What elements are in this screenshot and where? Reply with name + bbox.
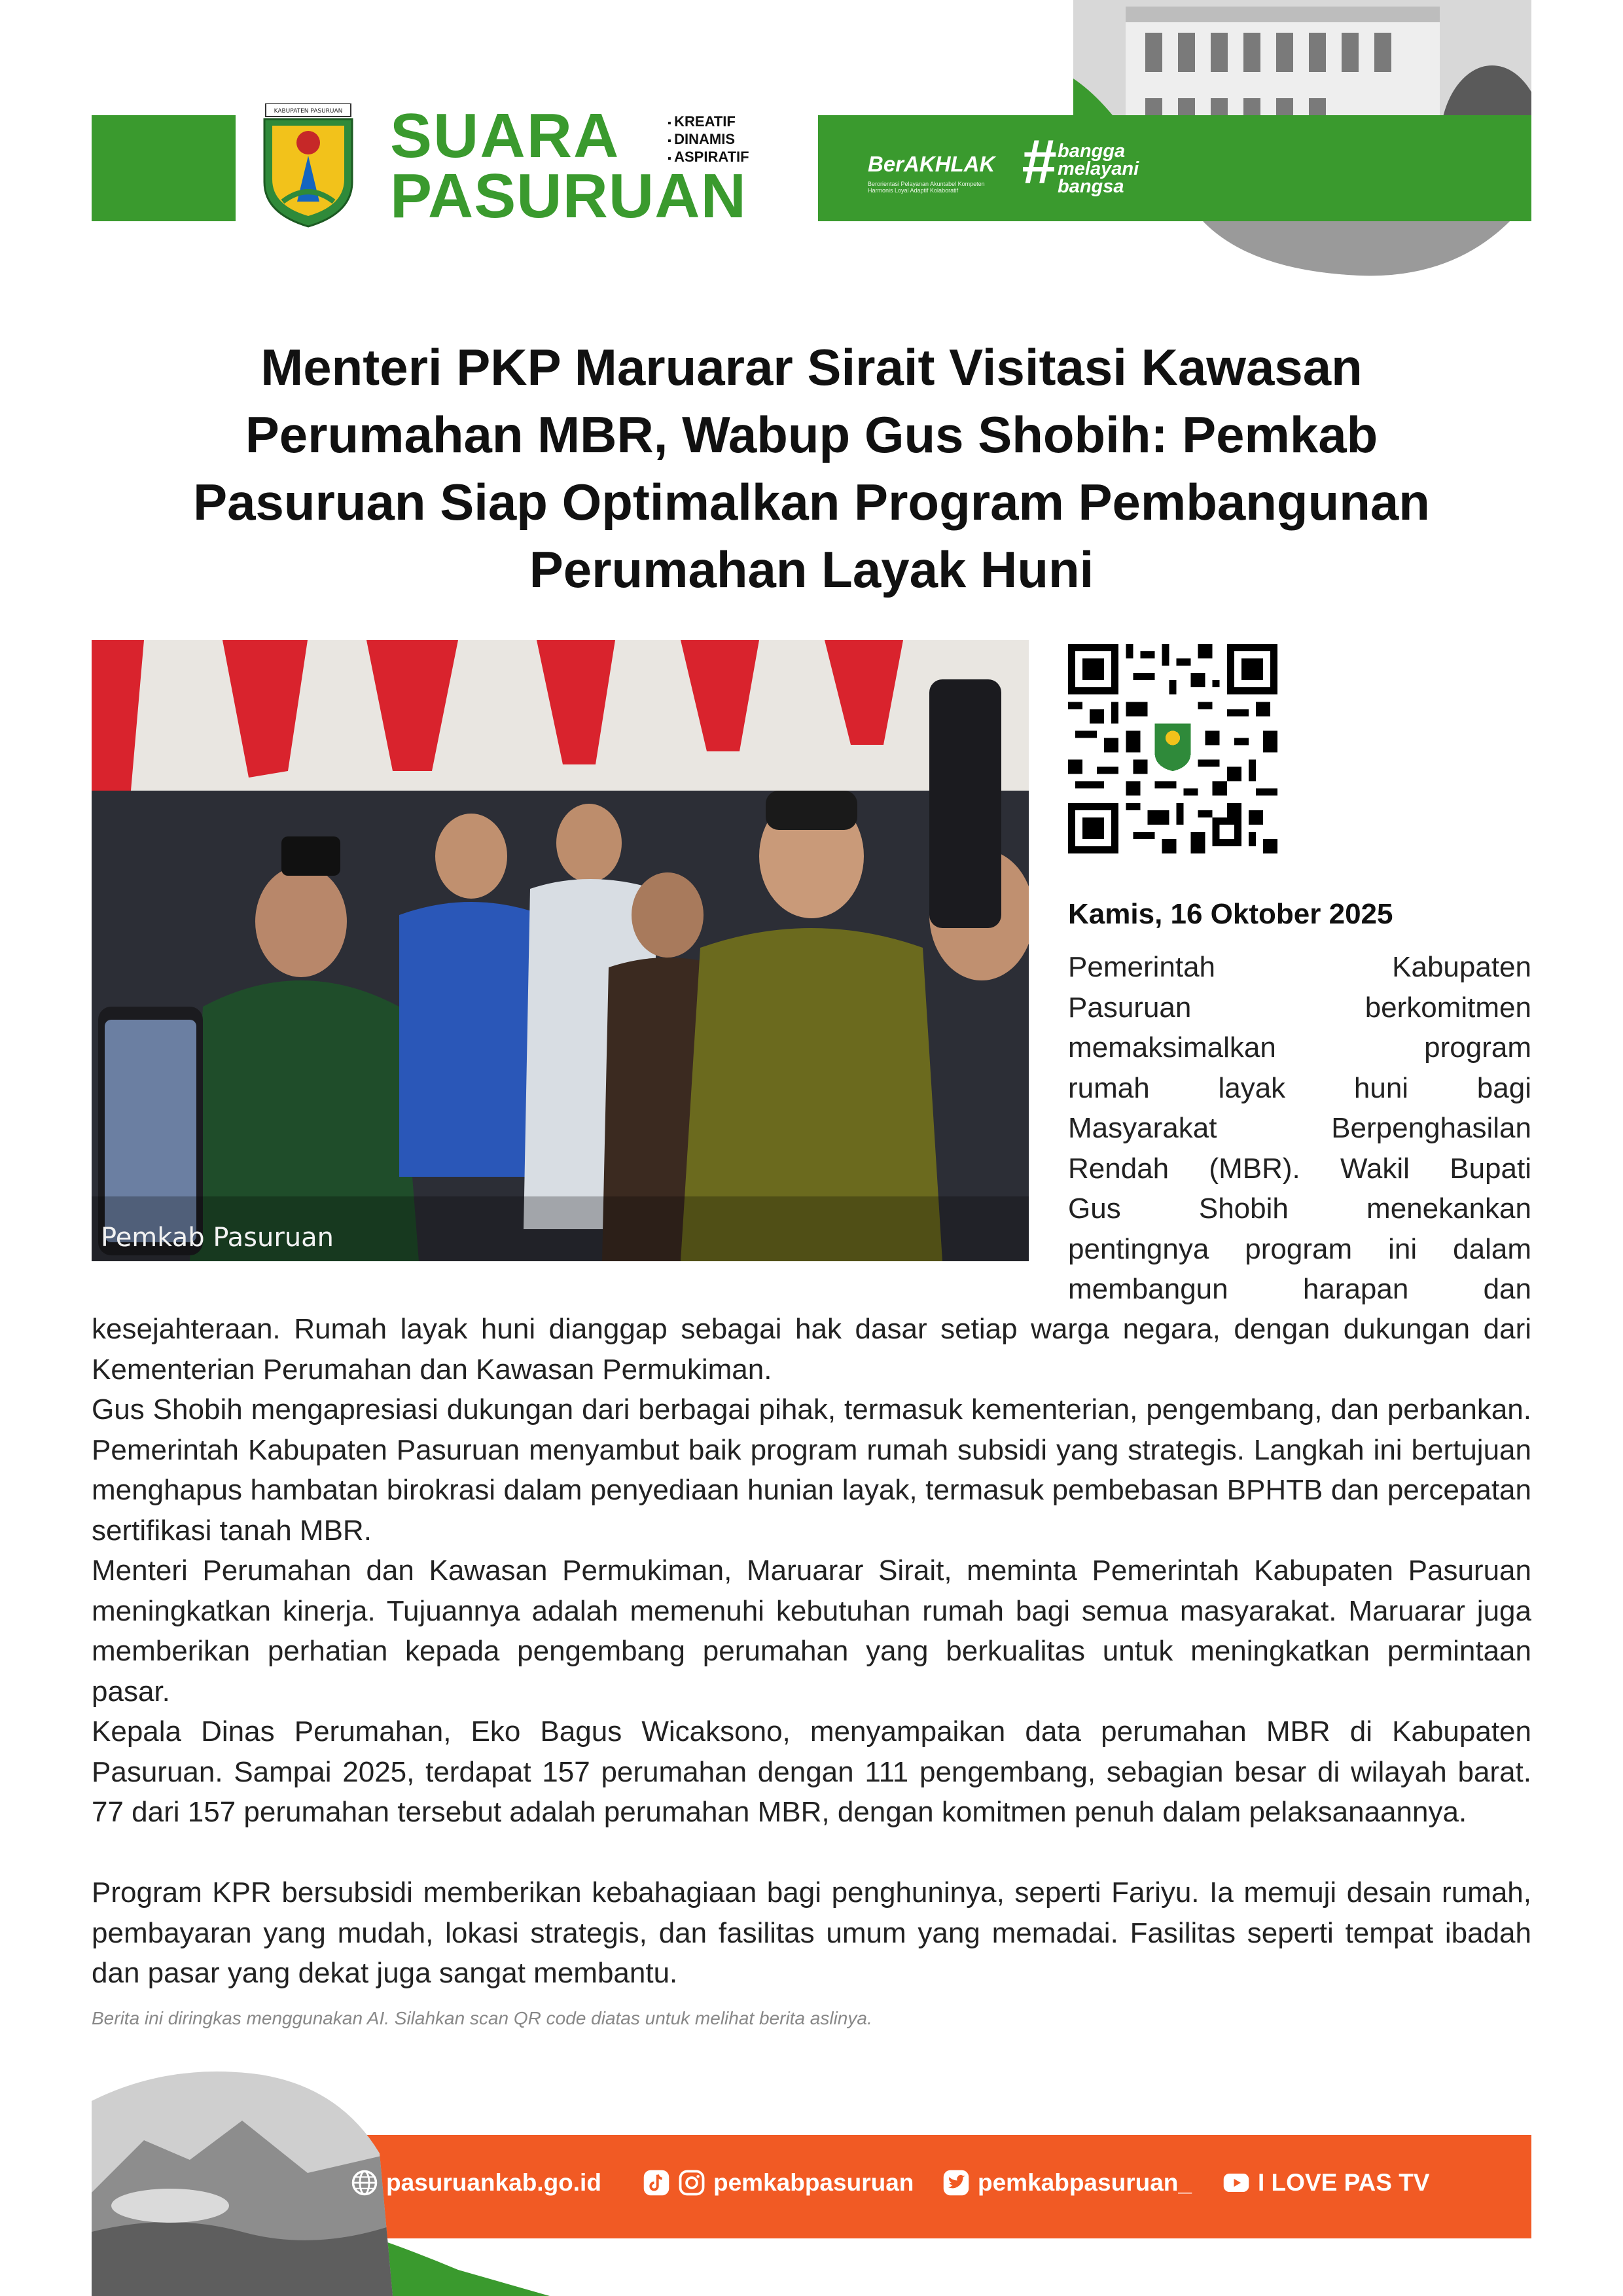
- intro-line: Pemerintah Kabupaten: [1068, 951, 1531, 983]
- intro-line: membangun harapan dan: [1068, 1273, 1531, 1305]
- instagram-icon: [678, 2169, 705, 2197]
- intro-continuation: kesejahteraan. Rumah layak huni dianggap sebagai hak dasar setiap warga negara, dengan dukungan dari Kementerian Perumahan dan Kawasan Permukiman.: [92, 1313, 1531, 1386]
- ai-summary-note: Berita ini diringkas menggunakan AI. Silahkan scan QR code diatas untuk melihat berita aslinya.: [92, 2008, 872, 2028]
- intro-line: Masyarakat Berpenghasilan: [1068, 1112, 1531, 1144]
- brand-suara: SUARA: [390, 101, 620, 171]
- tiktok-instagram-label: pemkabpasuruan: [713, 2169, 914, 2196]
- twitter-label: pemkabpasuruan_: [978, 2169, 1192, 2196]
- footer-website[interactable]: [351, 2169, 601, 2197]
- bangga-melayani-bangsa: [1058, 143, 1139, 196]
- youtube-label: I LOVE PAS TV: [1258, 2169, 1430, 2196]
- hashtag-word: bangga: [1058, 141, 1126, 162]
- kabupaten-pasuruan-crest-icon: [259, 103, 357, 228]
- article-photo: [92, 640, 1029, 1261]
- title-line: Perumahan Layak Huni: [529, 541, 1094, 598]
- tagline-item: ▪ ASPIRATIF: [668, 149, 749, 167]
- intro-line: Rendah (MBR). Wakil Bupati: [1068, 1152, 1531, 1185]
- youtube-icon: [1222, 2169, 1250, 2197]
- intro-column: [1068, 947, 1531, 1310]
- paragraph: Program KPR bersubsidi memberikan kebahagiaan bagi penghuninya, seperti Fariyu. Ia memuji desain rumah, pembayaran yang mudah, lokasi strategis, dan fasilitas umum yang memadai. Fasilitas seperti tempat ibadah dan pasar yang dekat juga sangat membantu.: [92, 1876, 1531, 1989]
- paragraph: Kepala Dinas Perumahan, Eko Bagus Wicaksono, menyampaikan data perumahan MBR di Kabupaten Pasuruan. Sampai 2025, terdapat 157 perumahan dengan 111 pengembang, sebagian besar di wilayah barat. 77 dari 157 perumahan tersebut adalah perumahan MBR, dengan komitmen penuh dalam pelaksanaannya.: [92, 1715, 1531, 1828]
- paragraph: Menteri Perumahan dan Kawasan Permukiman, Maruarar Sirait, meminta Pemerintah Kabupaten Pasuruan meningkatkan kinerja. Tujuannya adalah memenuhi kebutuhan rumah bagi semua masyarakat. Maruarar juga memberikan perhatian kepada pengembang perumahan yang berkualitas untuk meningkatkan permintaan pasar.: [92, 1554, 1531, 1708]
- article-date: Kamis, 16 Oktober 2025: [1068, 898, 1393, 930]
- footer-tiktok-instagram[interactable]: [643, 2169, 914, 2197]
- event-photo-illustration: [92, 640, 1029, 1261]
- intro-line: rumah layak huni bagi: [1068, 1071, 1531, 1104]
- website-label: pasuruankab.go.id: [386, 2169, 601, 2196]
- qr-code-icon[interactable]: [1068, 644, 1277, 853]
- berakhlak-subtitle: Berorientasi Pelayanan Akuntabel Kompeten Harmonis Loyal Adaptif Kolaboratif: [868, 181, 985, 194]
- svg-text:KABUPATEN PASURUAN: KABUPATEN PASURUAN: [274, 108, 343, 115]
- tagline-item: ▪ KREATIF: [668, 114, 749, 132]
- header-left-green-bar: [92, 115, 236, 221]
- twitter-icon: [942, 2169, 970, 2197]
- tiktok-icon: [643, 2169, 670, 2197]
- brand-tagline: [668, 114, 749, 167]
- globe-icon: [351, 2169, 378, 2197]
- berakhlak-logo: BerAKHLAK: [868, 152, 995, 176]
- footer-youtube[interactable]: [1222, 2169, 1429, 2197]
- footer-landscape-photo: [92, 2062, 393, 2296]
- intro-line: pentingnya program ini dalam: [1068, 1232, 1531, 1265]
- intro-line: memaksimalkan program: [1068, 1031, 1531, 1064]
- tagline-item: ▪ DINAMIS: [668, 132, 749, 149]
- hashtag-icon: #: [1021, 127, 1056, 197]
- photo-credit: Pemkab Pasuruan: [101, 1223, 334, 1253]
- hashtag-word: melayani: [1058, 158, 1139, 179]
- title-line: Menteri PKP Maruarar Sirait Visitasi Kawasan: [260, 338, 1363, 396]
- article-title: [92, 334, 1531, 603]
- paragraph: Gus Shobih mengapresiasi dukungan dari berbagai pihak, termasuk kementerian, pengembang, dan perbankan. Pemerintah Kabupaten Pasuruan menyambut baik program rumah subsidi yang strategis. Langkah ini bertujuan menghapus hambatan birokrasi dalam penyediaan hunian layak, termasuk pembebasan BPHTB dan percepatan sertifikasi tanah MBR.: [92, 1393, 1531, 1547]
- brand-pasuruan: PASURUAN: [390, 161, 747, 231]
- intro-line: Pasuruan berkomitmen: [1068, 991, 1531, 1024]
- footer-twitter[interactable]: [942, 2169, 1192, 2197]
- title-line: Pasuruan Siap Optimalkan Program Pembangunan: [193, 473, 1430, 531]
- title-line: Perumahan MBR, Wabup Gus Shobih: Pemkab: [245, 406, 1378, 463]
- hashtag-word: bangsa: [1058, 176, 1124, 197]
- intro-line: Gus Shobih menekankan: [1068, 1193, 1531, 1225]
